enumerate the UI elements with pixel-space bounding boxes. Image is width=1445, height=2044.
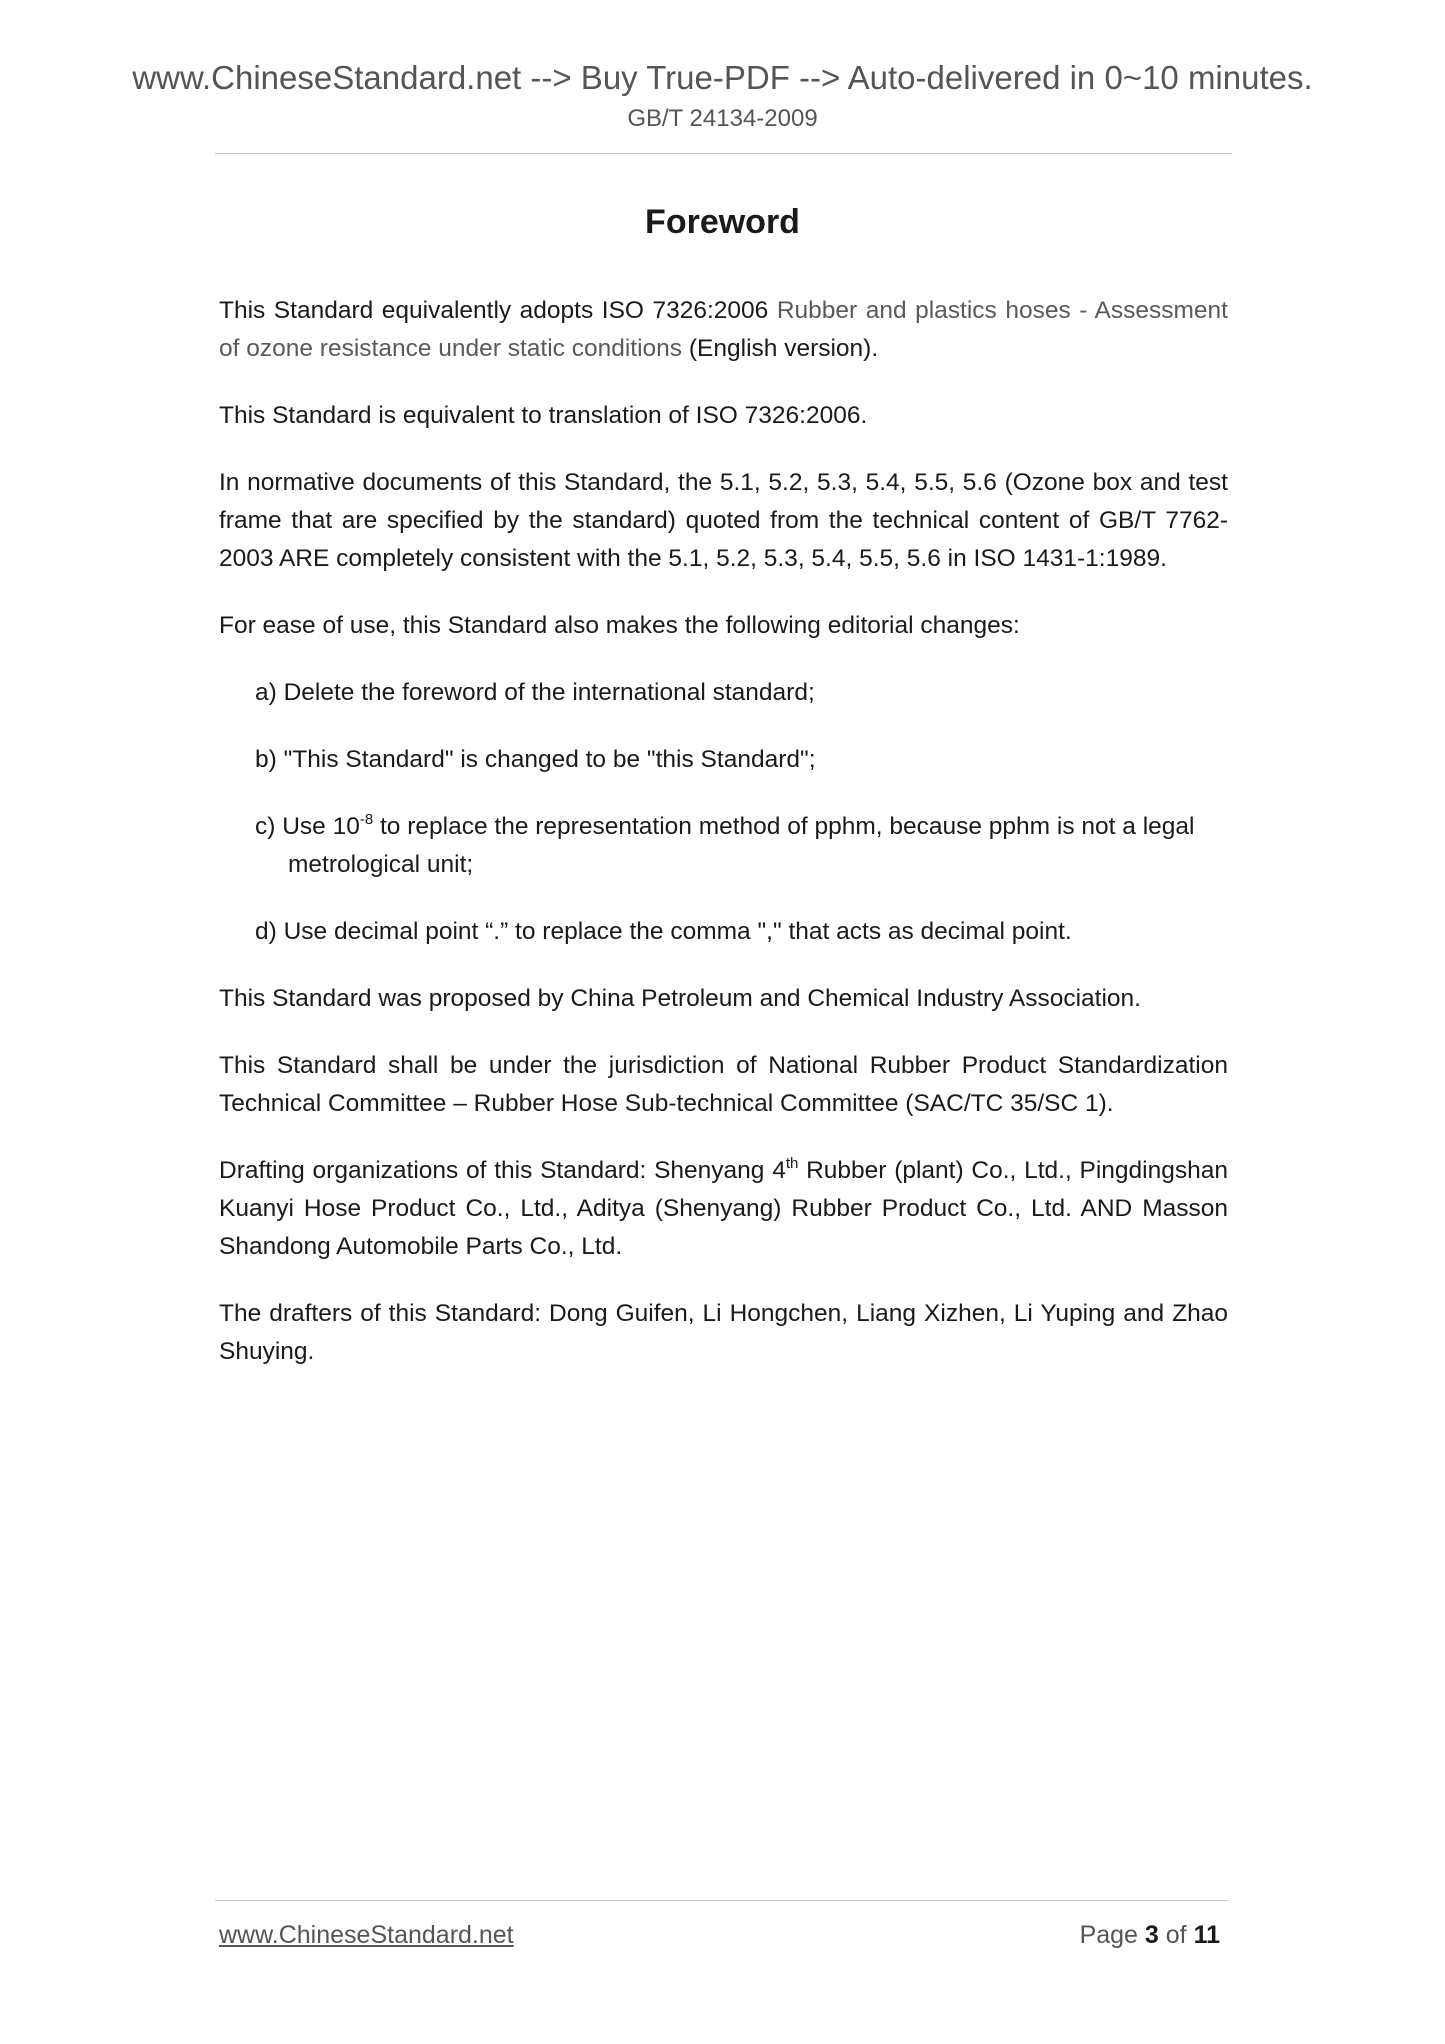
- header-divider: [215, 153, 1232, 154]
- foreword-body: [219, 292, 1228, 1400]
- superscript-exponent: -8: [359, 811, 374, 828]
- paragraph-editorial-changes-intro: For ease of use, this Standard also makes the following editorial changes:: [219, 612, 1020, 639]
- paragraph-adoption: This Standard equivalently adopts ISO 7326:2006 Rubber and plastics hoses - Assessment of ozone resistance under static conditions (English version).: [219, 297, 1228, 362]
- list-item-c: c) Use $10^{-8}$ to replace the representation method of pphm, because pphm is not a legal metrological unit;: [255, 811, 1195, 878]
- footer-divider: [215, 1900, 1228, 1901]
- page-indicator: Page 3 of 11: [1079, 1921, 1220, 1949]
- paragraph-equivalence: This Standard is equivalent to translation of ISO 7326:2006.: [219, 402, 868, 429]
- paragraph-proposed-by: This Standard was proposed by China Petroleum and Chemical Industry Association.: [219, 985, 1141, 1012]
- paragraph-drafters: The drafters of this Standard: Dong Guifen, Li Hongchen, Liang Xizhen, Li Yuping and Zhao Shuying.: [219, 1300, 1228, 1365]
- standard-title: Rubber and plastics hoses - Assessment of ozone resistance under static conditions: [219, 297, 1228, 362]
- page-title: Foreword: [645, 203, 800, 241]
- list-item-b: b) "This Standard" is changed to be "this Standard";: [255, 746, 816, 773]
- current-page-number: 3: [1144, 1921, 1159, 1949]
- paragraph-normative-documents: In normative documents of this Standard, the 5.1, 5.2, 5.3, 5.4, 5.5, 5.6 (Ozone box and test frame that are specified by the standard) quoted from the technical content of GB/T 7762-2003 ARE completely consistent with the 5.1, 5.2, 5.3, 5.4, 5.5, 5.6 in ISO 1431-1:1989.: [219, 469, 1228, 572]
- paragraph-jurisdiction: This Standard shall be under the jurisdiction of National Rubber Product Standardization Technical Committee – Rubber Hose Sub-technical Committee (SAC/TC 35/SC 1).: [219, 1052, 1228, 1117]
- list-item-a: a) Delete the foreword of the international standard;: [255, 679, 815, 706]
- total-pages-number: 11: [1193, 1921, 1220, 1949]
- paragraph-drafting-organizations: Drafting organizations of this Standard: Shenyang 4th Rubber (plant) Co., Ltd., Pingdingshan Kuanyi Hose Product Co., Ltd., Aditya (Shenyang) Rubber Product Co., Ltd. AND Masson Shandong Automobile Parts Co., Ltd.: [219, 1155, 1229, 1260]
- footer-website-link[interactable]: www.ChineseStandard.net: [219, 1921, 514, 1949]
- document-code: GB/T 24134-2009: [627, 105, 818, 132]
- header-banner: www.ChineseStandard.net --> Buy True-PDF --> Auto-delivered in 0~10 minutes.: [132, 59, 1313, 96]
- superscript-ordinal: th: [785, 1155, 799, 1172]
- list-item-d: d) Use decimal point “.” to replace the comma "," that acts as decimal point.: [255, 918, 1072, 945]
